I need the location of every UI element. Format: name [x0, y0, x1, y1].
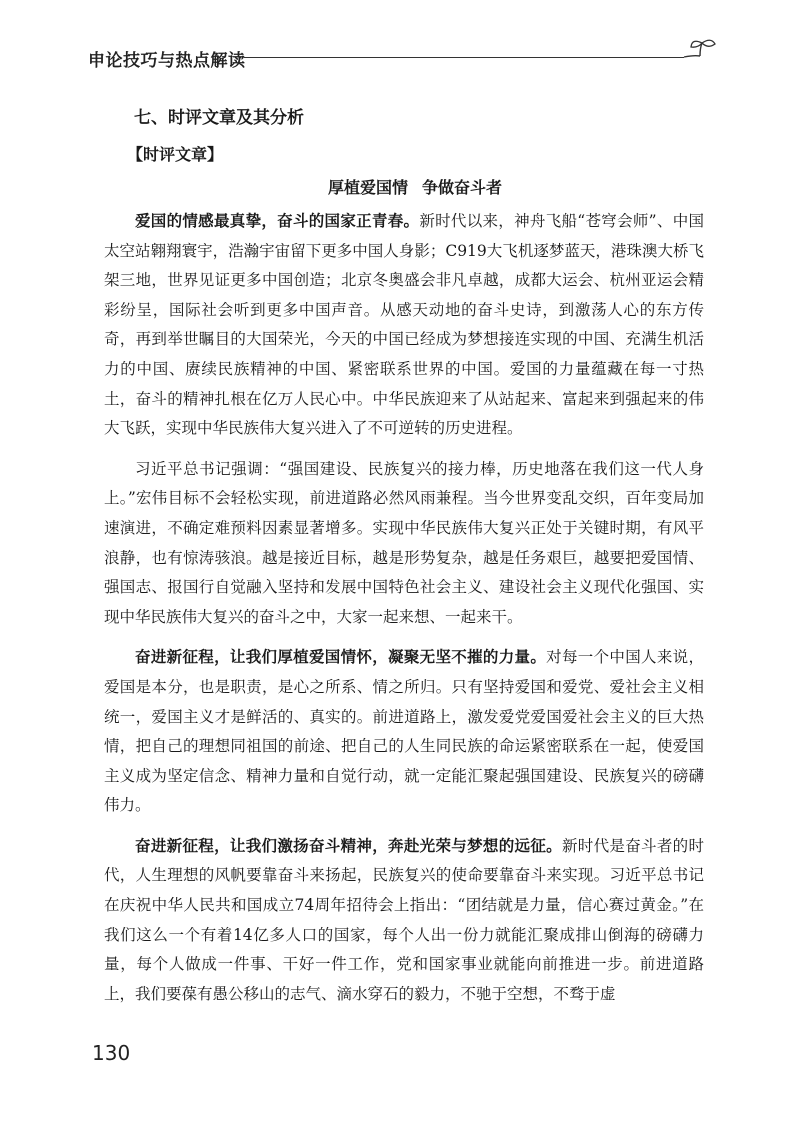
paragraph-lead: 奋进新征程，让我们激扬奋斗精神，奔赴光荣与梦想的远征。 [135, 836, 562, 855]
paragraph-text: 新时代以来，神舟飞船“苍穹会师”、中国太空站翱翔寰宇，浩瀚宇宙留下更多中国人身影；C919大飞机逐梦蓝天，港珠澳大桥飞架三地，世界见证更多中国创造；北京冬奥盛会非凡卓越，成都大运会、杭州亚运会精彩纷呈，国际社会听到更多中国声音。从感天动地的奋斗史诗，到激荡人心的东方传奇，再到举世瞩目的大国荣光，今天的中国已经成为梦想接连实现的中国、充满生机活力的中国、赓续民族精神的中国、紧密联系世界的中国。爱国的力量蕴藏在每一寸热土，奋斗的精神扎根在亿万人民心中。中华民族迎来了从站起来、富起来到强起来的伟大飞跃，实现中华民族伟大复兴进入了不可逆转的历史进程。 [104, 212, 704, 438]
bracket-label: 【时评文章】 [127, 145, 224, 164]
article-title-part2: 争做奋斗者 [422, 178, 503, 197]
paragraph-text: 新时代是奋斗者的时代，人生理想的风帆要靠奋斗来扬起，民族复兴的使命要靠奋斗来实现。习近平总书记在庆祝中华人民共和国成立74周年招待会上指出：“团结就是力量，信心赛过黄金。”在我们这么一个有着14亿多人口的国家，每个人出一份力就能汇聚成排山倒海的磅礴力量，每个人做成一件事、干好一件工作，党和国家事业就能向前推进一步。前进道路上，我们要葆有愚公移山的志气、滴水穿石的毅力，不驰于空想，不骛于虚 [104, 836, 704, 1003]
article-title-part1: 厚植爱国情 [327, 178, 408, 197]
sprout-icon [680, 36, 720, 72]
paragraph-lead: 爱国的情感最真挚，奋斗的国家正青春。 [135, 212, 420, 230]
header-rule [244, 57, 684, 58]
header-title: 申论技巧与热点解读 [88, 51, 246, 71]
paragraph [104, 455, 704, 633]
paragraph-text: 对每一个中国人来说，爱国是本分，也是职责，是心之所系、情之所归。只有坚持爱国和爱党、爱社会主义相统一，爱国主义才是鲜活的、真实的。前进道路上，激发爱党爱国爱社会主义的巨大热情，把自己的理想同祖国的前途、把自己的人生同民族的命运紧密联系在一起，使爱国主义成为坚定信念、精神力量和自觉行动，就一定能汇聚起强国建设、民族复兴的磅礴伟力。 [104, 648, 704, 815]
paragraph-text: 习近平总书记强调：“强国建设、民族复兴的接力棒，历史地落在我们这一代人身上。”宏伟目标不会轻松实现，前进道路必然风雨兼程。当今世界变乱交织，百年变局加速演进，不确定难预料因素显著增多。实现中华民族伟大复兴正处于关键时期，有风平浪静，也有惊涛骇浪。越是接近目标，越是形势复杂，越是任务艰巨，越要把爱国情、强国志、报国行自觉融入坚持和发展中国特色社会主义、建设社会主义现代化强国、实现中华民族伟大复兴的奋斗之中，大家一起来想、一起来干。 [104, 459, 704, 626]
article-title [0, 175, 800, 198]
page-number: 130 [92, 1041, 131, 1065]
paragraph-lead: 奋进新征程，让我们厚植爱国情怀，凝聚无坚不摧的力量。 [135, 648, 547, 667]
paragraph [104, 207, 704, 444]
article-body [104, 207, 704, 1020]
running-header [88, 40, 728, 76]
section-title: 七、时评文章及其分析 [134, 108, 304, 128]
paragraph [104, 832, 704, 1010]
paragraph [104, 643, 704, 821]
